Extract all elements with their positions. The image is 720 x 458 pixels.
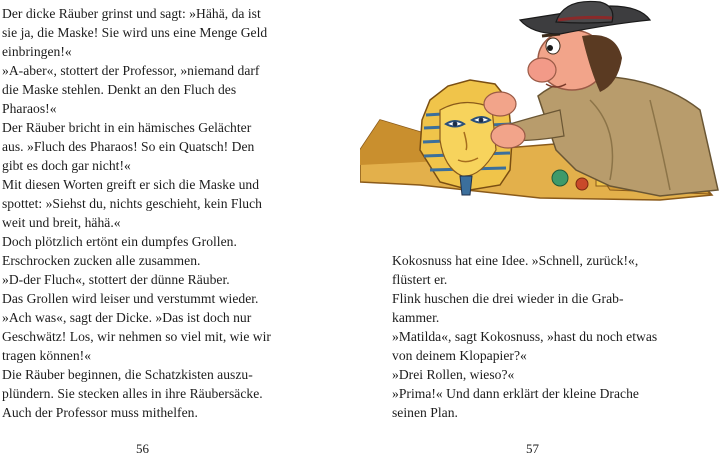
text-line: Das Grollen wird leiser und verstummt wieder. — [2, 291, 259, 306]
text-line: »Prima!« Und dann erklärt der kleine Drache — [392, 386, 639, 401]
text-line: seinen Plan. — [392, 405, 458, 420]
text-line: spottet: »Siehst du, nichts geschieht, kein Fluch — [2, 196, 262, 211]
right-page — [360, 0, 720, 458]
text-line: weit und breit, hähä.« — [2, 215, 121, 230]
text-line: Der Räuber bricht in ein hämisches Gelächter — [2, 120, 252, 135]
text-line: Mit diesen Worten greift er sich die Maske und — [2, 177, 260, 192]
text-line: »D-der Fluch«, stottert der dünne Räuber. — [2, 272, 230, 287]
text-line: Flink huschen die drei wieder in die Grab- — [392, 291, 624, 306]
text-line: Kokosnuss hat eine Idee. »Schnell, zurück!«, — [392, 253, 639, 268]
text-line: »A-aber«, stottert der Professor, »niemand darf — [2, 63, 260, 78]
text-line: einbringen!« — [2, 44, 72, 59]
text-line: tragen können!« — [2, 348, 92, 363]
text-line: »Matilda«, sagt Kokosnuss, »hast du noch etwas — [392, 329, 658, 344]
text-line: die Maske stehlen. Denkt an den Fluch des — [2, 82, 237, 97]
text-line: gibt es doch gar nicht!« — [2, 158, 131, 173]
right-page-text — [392, 251, 712, 422]
text-line: Die Räuber beginnen, die Schatzkisten auszu- — [2, 367, 253, 382]
text-line: Pharaos!« — [2, 101, 57, 116]
text-line: »Drei Rollen, wieso?« — [392, 367, 515, 382]
page-number-left: 56 — [136, 441, 149, 456]
text-line: »Ach was«, sagt der Dicke. »Das ist doch nur — [2, 310, 252, 325]
text-line: flüstert er. — [392, 272, 448, 287]
text-line: sie ja, die Maske! Sie wird uns eine Menge Geld — [2, 25, 268, 40]
text-line: Auch der Professor muss mithelfen. — [2, 405, 198, 420]
left-page-text — [2, 4, 352, 422]
text-line: Doch plötzlich ertönt ein dumpfes Grollen. — [2, 234, 237, 249]
text-line: Der dicke Räuber grinst und sagt: »Hähä, da ist — [2, 6, 261, 21]
text-line: plündern. Sie stecken alles in ihre Räubersäcke. — [2, 386, 263, 401]
text-line: Geschwätz! Los, wir nehmen so viel mit, wie wir — [2, 329, 271, 344]
page-number-right: 57 — [526, 441, 539, 456]
text-line: aus. »Fluch des Pharaos! So ein Quatsch! Den — [2, 139, 255, 154]
text-line: Erschrocken zucken alle zusammen. — [2, 253, 201, 268]
text-line: von deinem Klopapier?« — [392, 348, 527, 363]
text-line: kammer. — [392, 310, 440, 325]
robber-with-golden-mask-illustration — [360, 0, 720, 206]
